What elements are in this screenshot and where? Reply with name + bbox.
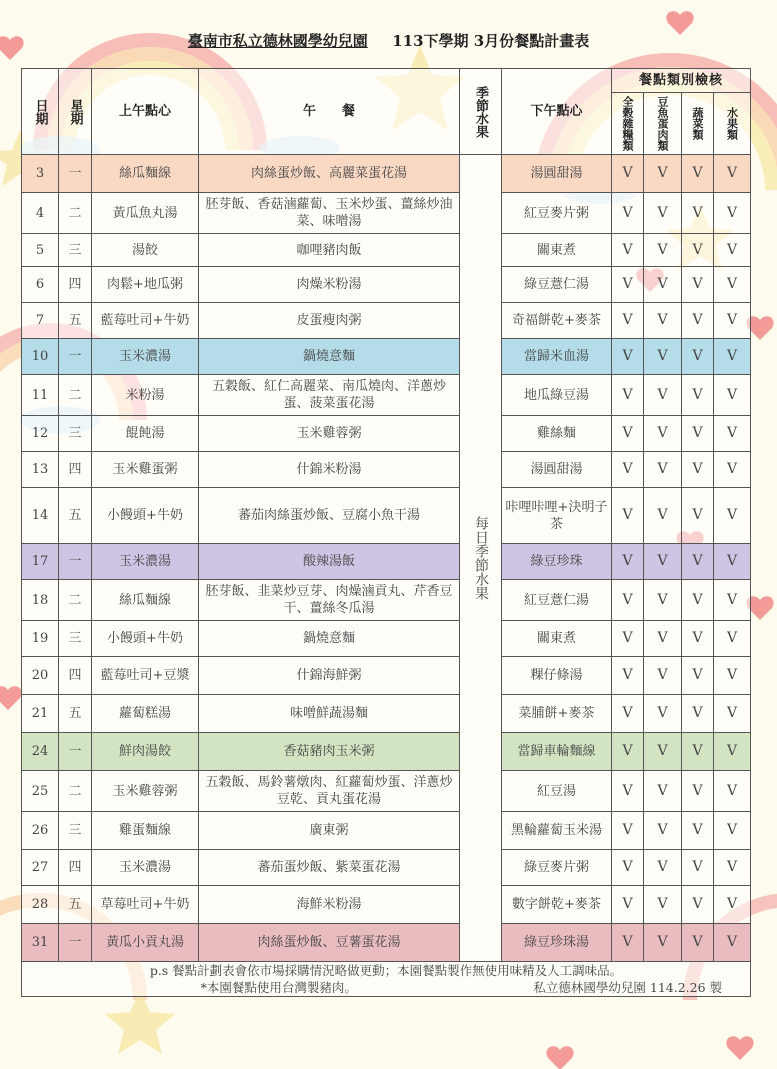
cell-morning-snack: 雞蛋麵線 xyxy=(92,812,199,850)
cell-morning-snack: 小饅頭+牛奶 xyxy=(92,621,199,657)
cell-weekday: 二 xyxy=(59,375,92,416)
header-seasonal-fruit: 季節水果 xyxy=(460,69,502,155)
meal-row xyxy=(22,924,751,962)
cell-check-vegetable: V xyxy=(682,812,714,850)
cell-date: 17 xyxy=(22,544,59,580)
cell-seasonal-fruit: 每日季節水果 xyxy=(460,155,502,962)
cell-check-vegetable: V xyxy=(682,452,714,488)
cell-date: 28 xyxy=(22,886,59,924)
cell-weekday: 二 xyxy=(59,771,92,812)
cell-check-protein: V xyxy=(644,193,682,234)
cell-morning-snack: 草莓吐司+牛奶 xyxy=(92,886,199,924)
cell-afternoon-snack: 雞絲麵 xyxy=(502,416,612,452)
cell-afternoon-snack: 當歸車輪麵線 xyxy=(502,733,612,771)
cell-check-fruit: V xyxy=(714,375,751,416)
cell-check-protein: V xyxy=(644,733,682,771)
cell-lunch: 肉絲蛋炒飯、高麗菜蛋花湯 xyxy=(199,155,460,193)
cell-check-fruit: V xyxy=(714,234,751,267)
meal-row xyxy=(22,155,751,193)
cell-check-fruit: V xyxy=(714,621,751,657)
cell-lunch: 咖哩豬肉飯 xyxy=(199,234,460,267)
cell-lunch: 胚芽飯、韭菜炒豆芽、肉燥滷貢丸、芹香豆干、薑絲冬瓜湯 xyxy=(199,580,460,621)
cell-afternoon-snack: 黑輪蘿蔔玉米湯 xyxy=(502,812,612,850)
cell-check-fruit: V xyxy=(714,267,751,303)
cell-date: 6 xyxy=(22,267,59,303)
cell-check-vegetable: V xyxy=(682,234,714,267)
header-afternoon-snack: 下午點心 xyxy=(502,69,612,155)
meal-row xyxy=(22,886,751,924)
cell-check-grains: V xyxy=(612,303,644,339)
cell-check-fruit: V xyxy=(714,733,751,771)
cell-check-protein: V xyxy=(644,580,682,621)
meal-row xyxy=(22,339,751,375)
cell-lunch: 玉米雞蓉粥 xyxy=(199,416,460,452)
cell-check-vegetable: V xyxy=(682,924,714,962)
cell-check-grains: V xyxy=(612,452,644,488)
cell-check-fruit: V xyxy=(714,452,751,488)
cell-weekday: 四 xyxy=(59,850,92,886)
cell-weekday: 一 xyxy=(59,339,92,375)
cell-check-vegetable: V xyxy=(682,375,714,416)
cell-morning-snack: 黃瓜魚丸湯 xyxy=(92,193,199,234)
cell-weekday: 三 xyxy=(59,234,92,267)
cell-lunch: 什錦米粉湯 xyxy=(199,452,460,488)
cell-morning-snack: 玉米濃湯 xyxy=(92,544,199,580)
cell-check-grains: V xyxy=(612,339,644,375)
cell-afternoon-snack: 紅豆湯 xyxy=(502,771,612,812)
cell-check-fruit: V xyxy=(714,488,751,544)
header-cat-vegetable: 蔬菜類 xyxy=(682,93,714,155)
cell-check-grains: V xyxy=(612,488,644,544)
cell-check-grains: V xyxy=(612,812,644,850)
cell-morning-snack: 玉米雞蛋粥 xyxy=(92,452,199,488)
cell-check-fruit: V xyxy=(714,850,751,886)
meal-plan-body xyxy=(22,155,751,962)
cell-weekday: 一 xyxy=(59,924,92,962)
cell-morning-snack: 玉米濃湯 xyxy=(92,339,199,375)
cell-check-grains: V xyxy=(612,733,644,771)
cell-check-fruit: V xyxy=(714,416,751,452)
header-weekday: 星期 xyxy=(59,69,92,155)
cell-check-fruit: V xyxy=(714,695,751,733)
cell-morning-snack: 米粉湯 xyxy=(92,375,199,416)
footer-notes xyxy=(22,962,751,997)
cell-check-vegetable: V xyxy=(682,303,714,339)
meal-row xyxy=(22,193,751,234)
meal-row xyxy=(22,544,751,580)
cell-date: 20 xyxy=(22,657,59,695)
cell-check-protein: V xyxy=(644,657,682,695)
cell-afternoon-snack: 當歸米血湯 xyxy=(502,339,612,375)
footer-note-2: *本園餐點使用台灣製豬肉。 xyxy=(200,980,357,995)
cell-check-protein: V xyxy=(644,234,682,267)
cell-afternoon-snack: 地瓜綠豆湯 xyxy=(502,375,612,416)
header-cat-grains: 全穀雜糧類 xyxy=(612,93,644,155)
cell-lunch: 肉燥米粉湯 xyxy=(199,267,460,303)
cell-afternoon-snack: 關東煮 xyxy=(502,234,612,267)
cell-check-protein: V xyxy=(644,771,682,812)
cell-lunch: 什錦海鮮粥 xyxy=(199,657,460,695)
cell-check-grains: V xyxy=(612,886,644,924)
cell-date: 27 xyxy=(22,850,59,886)
cell-check-protein: V xyxy=(644,155,682,193)
cell-check-fruit: V xyxy=(714,886,751,924)
cell-afternoon-snack: 咔哩咔哩+決明子茶 xyxy=(502,488,612,544)
cell-lunch: 酸辣湯飯 xyxy=(199,544,460,580)
cell-check-vegetable: V xyxy=(682,339,714,375)
cell-check-grains: V xyxy=(612,695,644,733)
cell-lunch: 五穀飯、紅仁高麗菜、南瓜燒肉、洋蔥炒蛋、菠菜蛋花湯 xyxy=(199,375,460,416)
cell-date: 13 xyxy=(22,452,59,488)
cell-afternoon-snack: 奇福餅乾+麥茶 xyxy=(502,303,612,339)
cell-afternoon-snack: 關東煮 xyxy=(502,621,612,657)
school-name: 臺南市私立德林國學幼兒園 xyxy=(187,32,368,50)
cell-check-protein: V xyxy=(644,924,682,962)
cell-check-grains: V xyxy=(612,850,644,886)
cell-lunch: 海鮮米粉湯 xyxy=(199,886,460,924)
cell-check-vegetable: V xyxy=(682,267,714,303)
cell-afternoon-snack: 綠豆珍珠湯 xyxy=(502,924,612,962)
cell-weekday: 一 xyxy=(59,733,92,771)
cell-check-vegetable: V xyxy=(682,657,714,695)
header-category-check: 餐點類別檢核 xyxy=(612,69,751,93)
cell-weekday: 二 xyxy=(59,193,92,234)
cell-weekday: 五 xyxy=(59,303,92,339)
cell-lunch: 廣東粥 xyxy=(199,812,460,850)
cell-afternoon-snack: 湯圓甜湯 xyxy=(502,452,612,488)
cell-morning-snack: 黃瓜小貢丸湯 xyxy=(92,924,199,962)
cell-lunch: 肉絲蛋炒飯、豆薯蛋花湯 xyxy=(199,924,460,962)
cell-lunch: 香菇豬肉玉米粥 xyxy=(199,733,460,771)
cell-date: 26 xyxy=(22,812,59,850)
cell-check-fruit: V xyxy=(714,193,751,234)
cell-afternoon-snack: 粿仔條湯 xyxy=(502,657,612,695)
cell-check-protein: V xyxy=(644,886,682,924)
cell-check-vegetable: V xyxy=(682,733,714,771)
cell-date: 5 xyxy=(22,234,59,267)
cell-check-fruit: V xyxy=(714,580,751,621)
cell-check-vegetable: V xyxy=(682,416,714,452)
cell-check-protein: V xyxy=(644,303,682,339)
cell-check-grains: V xyxy=(612,657,644,695)
cell-check-vegetable: V xyxy=(682,695,714,733)
cell-morning-snack: 藍莓吐司+牛奶 xyxy=(92,303,199,339)
cell-check-protein: V xyxy=(644,452,682,488)
cell-lunch: 胚芽飯、香菇滷蘿蔔、玉米炒蛋、薑絲炒油菜、味噌湯 xyxy=(199,193,460,234)
cell-date: 11 xyxy=(22,375,59,416)
cell-check-protein: V xyxy=(644,695,682,733)
cell-weekday: 三 xyxy=(59,812,92,850)
cell-afternoon-snack: 綠豆薏仁湯 xyxy=(502,267,612,303)
cell-check-fruit: V xyxy=(714,544,751,580)
cell-morning-snack: 餛飩湯 xyxy=(92,416,199,452)
meal-row xyxy=(22,812,751,850)
cell-lunch: 蕃茄蛋炒飯、紫菜蛋花湯 xyxy=(199,850,460,886)
plan-label: 3月份餐點計畫表 xyxy=(473,32,590,50)
cell-morning-snack: 湯餃 xyxy=(92,234,199,267)
cell-date: 25 xyxy=(22,771,59,812)
cell-check-vegetable: V xyxy=(682,850,714,886)
cell-check-grains: V xyxy=(612,234,644,267)
cell-morning-snack: 玉米濃湯 xyxy=(92,850,199,886)
meal-row xyxy=(22,303,751,339)
cell-check-protein: V xyxy=(644,544,682,580)
cell-weekday: 一 xyxy=(59,155,92,193)
cell-date: 4 xyxy=(22,193,59,234)
cell-morning-snack: 鮮肉湯餃 xyxy=(92,733,199,771)
cell-lunch: 味噌鮮蔬湯麵 xyxy=(199,695,460,733)
cell-weekday: 一 xyxy=(59,544,92,580)
cell-morning-snack: 蘿蔔糕湯 xyxy=(92,695,199,733)
header-lunch: 午 餐 xyxy=(199,69,460,155)
cell-weekday: 二 xyxy=(59,580,92,621)
cell-check-vegetable: V xyxy=(682,771,714,812)
cell-lunch: 五穀飯、馬鈴薯燉肉、紅蘿蔔炒蛋、洋蔥炒豆乾、貢丸蛋花湯 xyxy=(199,771,460,812)
cell-afternoon-snack: 紅豆麥片粥 xyxy=(502,193,612,234)
cell-afternoon-snack: 紅豆薏仁湯 xyxy=(502,580,612,621)
meal-row xyxy=(22,580,751,621)
cell-check-fruit: V xyxy=(714,771,751,812)
cell-check-vegetable: V xyxy=(682,544,714,580)
cell-check-grains: V xyxy=(612,155,644,193)
meal-row xyxy=(22,657,751,695)
meal-row xyxy=(22,267,751,303)
cell-morning-snack: 絲瓜麵線 xyxy=(92,155,199,193)
footer-note-1: p.s 餐點計劃表會依市場採購情況略做更動；本園餐點製作無使用味精及人工調味品。 xyxy=(149,963,623,978)
cell-check-fruit: V xyxy=(714,657,751,695)
cell-lunch: 鍋燒意麵 xyxy=(199,621,460,657)
meal-row xyxy=(22,733,751,771)
cell-check-fruit: V xyxy=(714,303,751,339)
cell-check-protein: V xyxy=(644,339,682,375)
cell-check-grains: V xyxy=(612,580,644,621)
cell-check-vegetable: V xyxy=(682,580,714,621)
page-title xyxy=(0,30,777,51)
meal-row xyxy=(22,452,751,488)
cell-date: 10 xyxy=(22,339,59,375)
cell-check-protein: V xyxy=(644,375,682,416)
meal-row xyxy=(22,234,751,267)
cell-check-vegetable: V xyxy=(682,155,714,193)
cell-check-grains: V xyxy=(612,621,644,657)
cell-date: 14 xyxy=(22,488,59,544)
cell-check-protein: V xyxy=(644,850,682,886)
cell-morning-snack: 玉米雞蓉粥 xyxy=(92,771,199,812)
cell-date: 19 xyxy=(22,621,59,657)
cell-check-protein: V xyxy=(644,812,682,850)
cell-check-grains: V xyxy=(612,416,644,452)
meal-row xyxy=(22,771,751,812)
cell-lunch: 鍋燒意麵 xyxy=(199,339,460,375)
cell-weekday: 四 xyxy=(59,267,92,303)
cell-weekday: 四 xyxy=(59,657,92,695)
cell-check-vegetable: V xyxy=(682,193,714,234)
term-label: 113下學期 xyxy=(392,32,469,50)
cell-check-protein: V xyxy=(644,621,682,657)
cell-check-vegetable: V xyxy=(682,886,714,924)
meal-row xyxy=(22,488,751,544)
cell-date: 31 xyxy=(22,924,59,962)
cell-date: 7 xyxy=(22,303,59,339)
meal-row xyxy=(22,850,751,886)
cell-check-protein: V xyxy=(644,267,682,303)
cell-check-fruit: V xyxy=(714,924,751,962)
cell-morning-snack: 絲瓜麵線 xyxy=(92,580,199,621)
cell-check-vegetable: V xyxy=(682,621,714,657)
header-cat-fruit: 水果類 xyxy=(714,93,751,155)
meal-row xyxy=(22,695,751,733)
cell-check-fruit: V xyxy=(714,155,751,193)
cell-afternoon-snack: 菜脯餅+麥茶 xyxy=(502,695,612,733)
cell-morning-snack: 小饅頭+牛奶 xyxy=(92,488,199,544)
cell-check-grains: V xyxy=(612,544,644,580)
cell-check-grains: V xyxy=(612,924,644,962)
cell-check-grains: V xyxy=(612,375,644,416)
cell-check-protein: V xyxy=(644,488,682,544)
header-date: 日期 xyxy=(22,69,59,155)
cell-date: 18 xyxy=(22,580,59,621)
meal-plan-table xyxy=(21,68,751,997)
cell-weekday: 四 xyxy=(59,452,92,488)
cell-date: 21 xyxy=(22,695,59,733)
header-cat-protein: 豆魚蛋肉類 xyxy=(644,93,682,155)
meal-row xyxy=(22,621,751,657)
cell-check-vegetable: V xyxy=(682,488,714,544)
cell-weekday: 三 xyxy=(59,621,92,657)
cell-check-fruit: V xyxy=(714,812,751,850)
cell-morning-snack: 藍莓吐司+豆漿 xyxy=(92,657,199,695)
cell-weekday: 五 xyxy=(59,886,92,924)
cell-date: 24 xyxy=(22,733,59,771)
cell-date: 3 xyxy=(22,155,59,193)
cell-check-grains: V xyxy=(612,193,644,234)
cell-afternoon-snack: 湯圓甜湯 xyxy=(502,155,612,193)
meal-row xyxy=(22,416,751,452)
cell-lunch: 皮蛋瘦肉粥 xyxy=(199,303,460,339)
cell-check-grains: V xyxy=(612,771,644,812)
cell-afternoon-snack: 綠豆麥片粥 xyxy=(502,850,612,886)
cell-weekday: 五 xyxy=(59,488,92,544)
cell-weekday: 五 xyxy=(59,695,92,733)
cell-check-fruit: V xyxy=(714,339,751,375)
cell-date: 12 xyxy=(22,416,59,452)
cell-afternoon-snack: 綠豆珍珠 xyxy=(502,544,612,580)
cell-lunch: 蕃茄肉絲蛋炒飯、豆腐小魚干湯 xyxy=(199,488,460,544)
header-morning-snack: 上午點心 xyxy=(92,69,199,155)
cell-weekday: 三 xyxy=(59,416,92,452)
cell-afternoon-snack: 數字餅乾+麥茶 xyxy=(502,886,612,924)
cell-check-protein: V xyxy=(644,416,682,452)
cell-check-grains: V xyxy=(612,267,644,303)
meal-row xyxy=(22,375,751,416)
cell-morning-snack: 肉鬆+地瓜粥 xyxy=(92,267,199,303)
footer-signature: 私立德林國學幼兒園 114.2.26 製 xyxy=(533,980,723,995)
